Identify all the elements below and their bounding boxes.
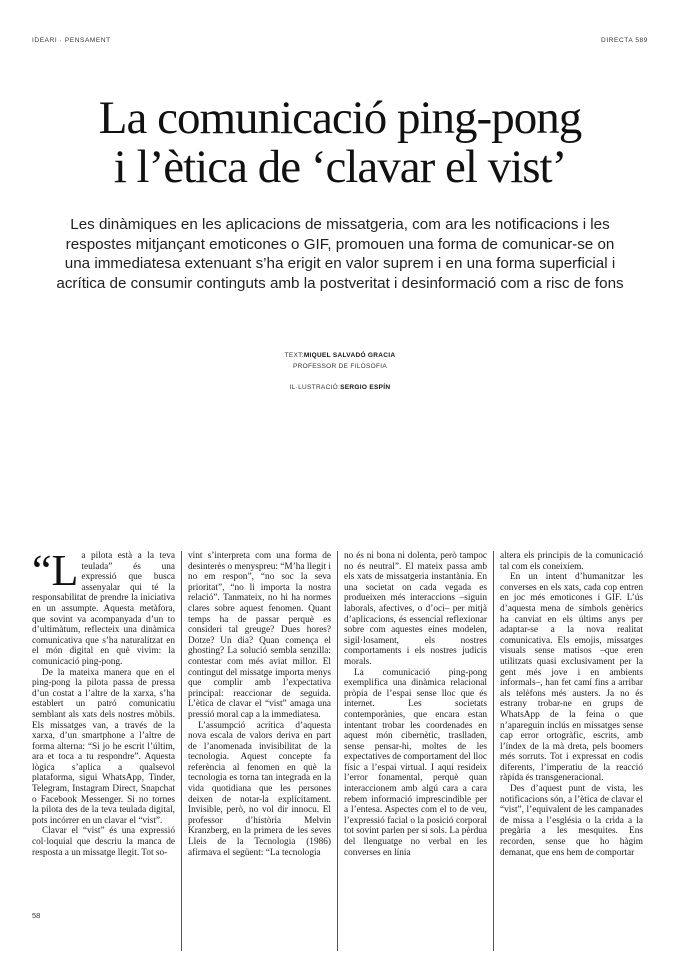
body-column-4 bbox=[500, 551, 643, 951]
body-column-3 bbox=[344, 551, 487, 951]
column-divider bbox=[493, 551, 494, 951]
article-credits bbox=[200, 350, 480, 393]
illustration-label: IL·LUSTRACIÓ: bbox=[289, 384, 341, 391]
body-paragraph: La comunicació ping-pong exemplifica una dinàmica relacional pròpia de l’espai sense lloc que és internet. Les societats contemporànies, que encara estan intentant trobar les coordenades en aquest món cibernètic, traslladen, sense pensar-hi, moltes de les expectatives de comportament del lloc físic a l’espai virtual. I aquí resideix l’error fonamental, perquè quan interaccionem amb algú cara a cara rebem informació imprescindible per a l’entesa. Aspectes com el to de veu, l’expressió facial o la posició corporal tot sovint parlen per si sols. La pèrdua del llenguatge no verbal en les converses en línia bbox=[344, 667, 487, 858]
author-name: MIQUEL SALVADÓ GRACIA bbox=[303, 352, 396, 359]
headline-line-2: i l’ètica de ‘clavar el vist’ bbox=[113, 141, 567, 193]
running-head-issue: DIRECTA 589 bbox=[601, 37, 648, 44]
body-paragraph: Clavar el “vist” és una expressió col·loquial que descriu la manca de resposta a un missatge llegit. Tot so- bbox=[32, 826, 175, 858]
body-paragraph: Des d’aquest punt de vista, les notificacions són, a l’ètica de clavar el “vist”, l’equivalent de les campanades de missa a l’església o la crida a la pregària a les mesquites. Ens recorden, sense que ho hàgim demanat, que ens hem de comportar bbox=[500, 784, 643, 858]
page-number: 58 bbox=[32, 911, 41, 920]
drop-cap: “L bbox=[32, 551, 79, 595]
article-body bbox=[32, 551, 652, 951]
column-divider bbox=[181, 551, 182, 951]
article-deck: Les dinàmiques en les aplicacions de missatgeria, com ara les notificacions i les respostes mitjançant emoticones o GIF, promouen una forma de comunicar-se on una immediatesa extenuant s’ha erigit en valor suprem i en una forma superficial i acrítica de consumir continguts amb la postveritat i desinformació com a risc de fons bbox=[56, 216, 624, 292]
article-headline bbox=[20, 94, 660, 192]
body-paragraph: En un intent d’humanitzar les converses en els xats, cada cop entren en joc més emoticones i GIF. L’ús d’aquesta mena de símbols genèrics ha canviat en els últims anys per adaptar-se a la nova realitat comunicativa. Els emojis, missatges visuals sense matisos –que eren utilitzats quasi exclusivament per la gent més jove i en ambients informals–, han fet camí fins a arribar als telèfons més austers. Ja no és estrany trobar-ne en grups de WhatsApp de la feina o que n’apareguin inclús en missatges sense cap error ortogràfic, escrits, amb l’índex de la mà dreta, pels boomers més sorruts. Tot i expressat en codis diferents, l’imperatiu de la reacció ràpida és transgeneracional. bbox=[500, 572, 643, 784]
body-paragraph: altera els principis de la comunicació tal com els coneixíem. bbox=[500, 551, 643, 572]
body-paragraph: De la mateixa manera que en el ping-pong la pilota passa de pressa d’un costat a l’altre de la xarxa, s’ha establert un patró comunicatiu semblant als xats dels nostres mòbils. Els missatges van, a través de la xarxa, d’un smartphone a l’altre de forma alterna: “Si jo he escrit l’últim, ara et toca a tu respondre”. Aquesta lògica s’aplica a qualsevol plataforma, sigui WhatsApp, Tinder, Telegram, Instagram Direct, Snapchat o Facebook Messenger. Si no tornes la pilota des de la teva teulada digital, pots incórrer en un clavar el “vist”. bbox=[32, 667, 175, 826]
illustrator-credit bbox=[200, 382, 480, 393]
running-head-section: IDEARI · PENSAMENT bbox=[32, 37, 111, 44]
body-paragraph: L’assumpció acrítica d’aquesta nova escala de valors deriva en part de l’anomenada invisibilitat de la tecnologia. Aquest concepte fa referència al fenomen en què la tecnologia es torna tan integrada en la vida quotidiana que les persones deixen de notar-la explícitament. Invisible, però, no vol dir innocu. El professor d’història Melvin Kranzberg, en la primera de les seves Lleis de la Tecnologia (1986) afirmava el següent: “La tecnologia bbox=[188, 720, 331, 858]
body-column-1 bbox=[32, 551, 175, 951]
column-divider bbox=[337, 551, 338, 951]
paragraph-text: a pilota està a la teva teulada” és una expressió que busca assenyalar qui té la responsabilitat de prendre la iniciativa en un assumpte. Aquesta metàfora, que sovint va acompanyada d’un to d’ultimàtum, reflecteix una dinàmica comunicativa que s’ha naturalitzat en el món digital en què vivim: la comunicació ping-pong. bbox=[32, 551, 175, 667]
body-column-2 bbox=[188, 551, 331, 951]
illustrator-name: SERGIO ESPÍN bbox=[340, 384, 391, 391]
author-role: PROFESSOR DE FILOSOFIA bbox=[292, 363, 387, 370]
body-paragraph: no és ni bona ni dolenta, però tampoc no és neutral”. El mateix passa amb els xats de missatgeria instantània. En una societat on cada vegada es produeixen més interaccions –siguin laborals, afectives, o d’oci– per mitjà d’aplicacions, és essencial reflexionar sobre com aquestes eines modelen, sigil·losament, els nostres comportaments i els nostres judicis morals. bbox=[344, 551, 487, 667]
headline-line-1: La comunicació ping-pong bbox=[98, 92, 582, 144]
text-label: TEXT: bbox=[284, 352, 304, 359]
body-paragraph: vint s’interpreta com una forma de desinterès o menyspreu: “M’ha llegit i no em respon”, “no soc la seva prioritat”, “no li importa la nostra relació”. Tanmateix, no hi ha normes clares sobre aquest fenomen. Quant temps ha de passar perquè es consideri tal greuge? Dues hores? Dotze? Un dia? Quan comença el ghosting? La solució sembla senzilla: contestar com més aviat millor. El contingut del missatge importa menys que complir amb l’expectativa principal: reaccionar de seguida. L’ètica de clavar el “vist” amaga una pressió moral cap a la immediatesa. bbox=[188, 551, 331, 720]
body-paragraph bbox=[32, 551, 175, 668]
author-credit bbox=[200, 350, 480, 361]
